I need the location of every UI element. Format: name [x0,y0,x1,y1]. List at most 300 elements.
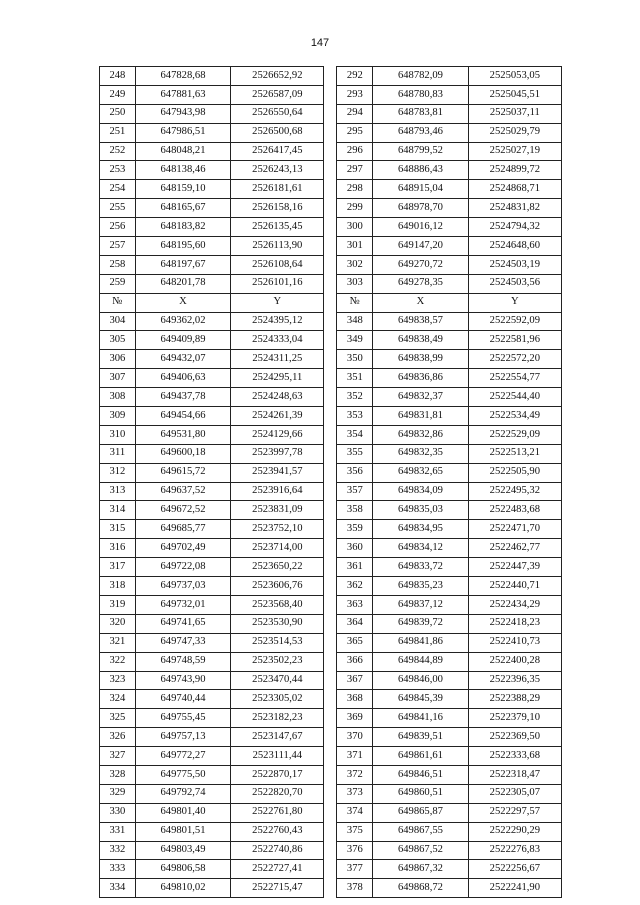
y-cell: 2523182,23 [231,709,324,728]
number-cell: 358 [337,501,373,520]
x-cell: 649838,57 [373,312,468,331]
header-number: № [100,293,136,312]
table-row [100,218,562,237]
number-cell: 305 [100,331,136,350]
y-cell: 2522740,86 [231,841,324,860]
y-cell: 2524503,56 [468,274,561,293]
x-cell: 648183,82 [135,218,230,237]
y-cell: 2522333,68 [468,747,561,766]
x-cell: 649865,87 [373,803,468,822]
x-cell: 649838,49 [373,331,468,350]
x-cell: 649867,55 [373,822,468,841]
y-cell: 2524261,39 [231,407,324,426]
column-gap [324,237,337,256]
y-cell: 2523568,40 [231,595,324,614]
x-cell: 649016,12 [373,218,468,237]
y-cell: 2526101,16 [231,274,324,293]
column-gap [324,350,337,369]
table-row [100,463,562,482]
y-cell: 2522572,20 [468,350,561,369]
y-cell: 2522820,70 [231,784,324,803]
table-row [100,614,562,633]
y-cell: 2522471,70 [468,520,561,539]
table-row [100,709,562,728]
y-cell: 2522447,39 [468,558,561,577]
y-cell: 2526181,61 [231,180,324,199]
y-cell: 2523530,90 [231,614,324,633]
table-row [100,85,562,104]
number-cell: 250 [100,104,136,123]
table-row [100,577,562,596]
y-cell: 2523147,67 [231,728,324,747]
x-cell: 649837,12 [373,595,468,614]
x-cell: 649270,72 [373,255,468,274]
y-cell: 2522495,32 [468,482,561,501]
x-cell: 648783,81 [373,104,468,123]
table-row [100,482,562,501]
y-cell: 2524333,04 [231,331,324,350]
x-cell: 649278,35 [373,274,468,293]
table-row [100,501,562,520]
table-row [100,879,562,898]
y-cell: 2522760,43 [231,822,324,841]
x-cell: 649831,81 [373,407,468,426]
column-gap [324,104,337,123]
x-cell: 649740,44 [135,690,230,709]
number-cell: 296 [337,142,373,161]
number-cell: 312 [100,463,136,482]
y-cell: 2526158,16 [231,199,324,218]
x-cell: 649845,39 [373,690,468,709]
y-cell: 2526550,64 [231,104,324,123]
x-cell: 649792,74 [135,784,230,803]
number-cell: 321 [100,633,136,652]
number-cell: 306 [100,350,136,369]
x-cell: 649844,89 [373,652,468,671]
table-row [100,388,562,407]
column-gap [324,255,337,274]
y-cell: 2522761,80 [231,803,324,822]
x-cell: 649806,58 [135,860,230,879]
x-cell: 649741,65 [135,614,230,633]
y-cell: 2524295,11 [231,369,324,388]
number-cell: 300 [337,218,373,237]
x-cell: 649615,72 [135,463,230,482]
number-cell: 258 [100,255,136,274]
y-cell: 2523831,09 [231,501,324,520]
column-gap [324,142,337,161]
number-cell: 297 [337,161,373,180]
table-row [100,407,562,426]
x-cell: 649860,51 [373,784,468,803]
number-cell: 294 [337,104,373,123]
x-cell: 648782,09 [373,67,468,86]
number-cell: 298 [337,180,373,199]
y-cell: 2522513,21 [468,444,561,463]
y-cell: 2523650,22 [231,558,324,577]
x-cell: 647986,51 [135,123,230,142]
x-cell: 649846,51 [373,765,468,784]
y-cell: 2526500,68 [231,123,324,142]
table-row [100,803,562,822]
number-cell: 333 [100,860,136,879]
column-gap [324,463,337,482]
x-cell: 649732,01 [135,595,230,614]
x-cell: 649801,51 [135,822,230,841]
column-gap [324,614,337,633]
number-cell: 308 [100,388,136,407]
column-gap [324,331,337,350]
column-gap [324,199,337,218]
table-row [100,123,562,142]
table-row [100,860,562,879]
y-cell: 2522434,29 [468,595,561,614]
number-cell: 376 [337,841,373,860]
y-cell: 2523941,57 [231,463,324,482]
table-header-row [100,293,562,312]
column-gap [324,218,337,237]
header-number: № [337,293,373,312]
table-row [100,595,562,614]
column-gap [324,822,337,841]
table-row [100,425,562,444]
x-cell: 647828,68 [135,67,230,86]
y-cell: 2523502,23 [231,652,324,671]
number-cell: 325 [100,709,136,728]
x-cell: 649672,52 [135,501,230,520]
number-cell: 361 [337,558,373,577]
column-gap [324,860,337,879]
number-cell: 256 [100,218,136,237]
number-cell: 350 [337,350,373,369]
number-cell: 319 [100,595,136,614]
number-cell: 359 [337,520,373,539]
x-cell: 649832,86 [373,425,468,444]
number-cell: 334 [100,879,136,898]
x-cell: 649810,02 [135,879,230,898]
number-cell: 367 [337,671,373,690]
number-cell: 327 [100,747,136,766]
column-gap [324,728,337,747]
y-cell: 2522290,29 [468,822,561,841]
x-cell: 648799,52 [373,142,468,161]
number-cell: 332 [100,841,136,860]
header-x: X [373,293,468,312]
number-cell: 323 [100,671,136,690]
x-cell: 649362,02 [135,312,230,331]
column-gap [324,803,337,822]
y-cell: 2522276,83 [468,841,561,860]
number-cell: 309 [100,407,136,426]
x-cell: 647943,98 [135,104,230,123]
x-cell: 649839,51 [373,728,468,747]
y-cell: 2522379,10 [468,709,561,728]
y-cell: 2524503,19 [468,255,561,274]
y-cell: 2522388,29 [468,690,561,709]
x-cell: 649772,27 [135,747,230,766]
y-cell: 2526135,45 [231,218,324,237]
y-cell: 2523514,53 [231,633,324,652]
y-cell: 2522297,57 [468,803,561,822]
y-cell: 2522483,68 [468,501,561,520]
number-cell: 320 [100,614,136,633]
column-gap [324,595,337,614]
x-cell: 649747,33 [135,633,230,652]
column-gap [324,652,337,671]
column-gap [324,312,337,331]
number-cell: 318 [100,577,136,596]
x-cell: 649867,52 [373,841,468,860]
x-cell: 649836,86 [373,369,468,388]
y-cell: 2524868,71 [468,180,561,199]
number-cell: 365 [337,633,373,652]
number-cell: 292 [337,67,373,86]
x-cell: 649409,89 [135,331,230,350]
number-cell: 352 [337,388,373,407]
number-cell: 253 [100,161,136,180]
number-cell: 295 [337,123,373,142]
x-cell: 649867,32 [373,860,468,879]
number-cell: 370 [337,728,373,747]
column-gap [324,558,337,577]
column-gap [324,747,337,766]
column-gap [324,123,337,142]
column-gap [324,425,337,444]
column-gap [324,369,337,388]
column-gap [324,274,337,293]
x-cell: 649839,72 [373,614,468,633]
table-row [100,255,562,274]
y-cell: 2524248,63 [231,388,324,407]
y-cell: 2524831,82 [468,199,561,218]
x-cell: 649775,50 [135,765,230,784]
x-cell: 649437,78 [135,388,230,407]
table-row [100,765,562,784]
number-cell: 249 [100,85,136,104]
number-cell: 360 [337,539,373,558]
x-cell: 649835,03 [373,501,468,520]
number-cell: 378 [337,879,373,898]
y-cell: 2522529,09 [468,425,561,444]
table-row [100,633,562,652]
y-cell: 2522544,40 [468,388,561,407]
y-cell: 2522592,09 [468,312,561,331]
column-gap [324,709,337,728]
y-cell: 2523305,02 [231,690,324,709]
column-gap [324,841,337,860]
x-cell: 648201,78 [135,274,230,293]
x-cell: 648165,67 [135,199,230,218]
table-row [100,822,562,841]
y-cell: 2523470,44 [231,671,324,690]
x-cell: 649600,18 [135,444,230,463]
x-cell: 649531,80 [135,425,230,444]
column-gap [324,765,337,784]
number-cell: 259 [100,274,136,293]
column-gap [324,293,337,312]
number-cell: 348 [337,312,373,331]
table-row [100,180,562,199]
x-cell: 649841,16 [373,709,468,728]
column-gap [324,388,337,407]
number-cell: 311 [100,444,136,463]
table-row [100,784,562,803]
table-row [100,671,562,690]
x-cell: 649841,86 [373,633,468,652]
header-y: Y [231,293,324,312]
number-cell: 248 [100,67,136,86]
table-row [100,237,562,256]
table-row [100,520,562,539]
y-cell: 2526108,64 [231,255,324,274]
number-cell: 313 [100,482,136,501]
table-row [100,539,562,558]
y-cell: 2522462,77 [468,539,561,558]
table-row [100,331,562,350]
number-cell: 371 [337,747,373,766]
number-cell: 324 [100,690,136,709]
y-cell: 2522396,35 [468,671,561,690]
x-cell: 649147,20 [373,237,468,256]
x-cell: 649835,23 [373,577,468,596]
number-cell: 377 [337,860,373,879]
y-cell: 2522870,17 [231,765,324,784]
table-row [100,67,562,86]
number-cell: 254 [100,180,136,199]
x-cell: 649832,65 [373,463,468,482]
table-row [100,274,562,293]
number-cell: 355 [337,444,373,463]
table-row [100,652,562,671]
column-gap [324,520,337,539]
header-x: X [135,293,230,312]
number-cell: 307 [100,369,136,388]
y-cell: 2525045,51 [468,85,561,104]
header-y: Y [468,293,561,312]
number-cell: 354 [337,425,373,444]
page-number: 147 [310,37,330,49]
x-cell: 649803,49 [135,841,230,860]
number-cell: 373 [337,784,373,803]
column-gap [324,539,337,558]
number-cell: 356 [337,463,373,482]
x-cell: 649832,35 [373,444,468,463]
number-cell: 364 [337,614,373,633]
number-cell: 310 [100,425,136,444]
number-cell: 369 [337,709,373,728]
number-cell: 330 [100,803,136,822]
x-cell: 648780,83 [373,85,468,104]
column-gap [324,407,337,426]
x-cell: 648197,67 [135,255,230,274]
x-cell: 649834,09 [373,482,468,501]
x-cell: 649743,90 [135,671,230,690]
y-cell: 2525053,05 [468,67,561,86]
column-gap [324,444,337,463]
number-cell: 303 [337,274,373,293]
table-row [100,728,562,747]
column-gap [324,577,337,596]
table-row [100,104,562,123]
number-cell: 331 [100,822,136,841]
x-cell: 649432,07 [135,350,230,369]
x-cell: 649637,52 [135,482,230,501]
x-cell: 649406,63 [135,369,230,388]
x-cell: 649755,45 [135,709,230,728]
x-cell: 648138,46 [135,161,230,180]
y-cell: 2522256,67 [468,860,561,879]
table-row [100,747,562,766]
column-gap [324,690,337,709]
number-cell: 366 [337,652,373,671]
y-cell: 2524311,25 [231,350,324,369]
table-row [100,369,562,388]
column-gap [324,879,337,898]
y-cell: 2524395,12 [231,312,324,331]
x-cell: 648159,10 [135,180,230,199]
column-gap [324,482,337,501]
y-cell: 2524794,32 [468,218,561,237]
x-cell: 649833,72 [373,558,468,577]
coordinates-table [99,66,562,898]
x-cell: 649454,66 [135,407,230,426]
number-cell: 304 [100,312,136,331]
number-cell: 251 [100,123,136,142]
column-gap [324,671,337,690]
column-gap [324,67,337,86]
table-row [100,161,562,180]
x-cell: 649757,13 [135,728,230,747]
x-cell: 648195,60 [135,237,230,256]
number-cell: 351 [337,369,373,388]
x-cell: 647881,63 [135,85,230,104]
y-cell: 2526243,13 [231,161,324,180]
number-cell: 368 [337,690,373,709]
y-cell: 2522305,07 [468,784,561,803]
y-cell: 2522369,50 [468,728,561,747]
y-cell: 2522400,28 [468,652,561,671]
number-cell: 255 [100,199,136,218]
y-cell: 2522554,77 [468,369,561,388]
x-cell: 649834,12 [373,539,468,558]
number-cell: 329 [100,784,136,803]
y-cell: 2523916,64 [231,482,324,501]
x-cell: 648978,70 [373,199,468,218]
table-row [100,350,562,369]
coordinates-table-body [100,67,562,898]
y-cell: 2523111,44 [231,747,324,766]
number-cell: 301 [337,237,373,256]
x-cell: 649834,95 [373,520,468,539]
number-cell: 314 [100,501,136,520]
x-cell: 649832,37 [373,388,468,407]
y-cell: 2524648,60 [468,237,561,256]
y-cell: 2525029,79 [468,123,561,142]
y-cell: 2522440,71 [468,577,561,596]
number-cell: 326 [100,728,136,747]
column-gap [324,784,337,803]
table-row [100,841,562,860]
number-cell: 315 [100,520,136,539]
y-cell: 2525027,19 [468,142,561,161]
x-cell: 648048,21 [135,142,230,161]
number-cell: 316 [100,539,136,558]
column-gap [324,180,337,199]
y-cell: 2523606,76 [231,577,324,596]
y-cell: 2523752,10 [231,520,324,539]
x-cell: 649838,99 [373,350,468,369]
y-cell: 2524899,72 [468,161,561,180]
